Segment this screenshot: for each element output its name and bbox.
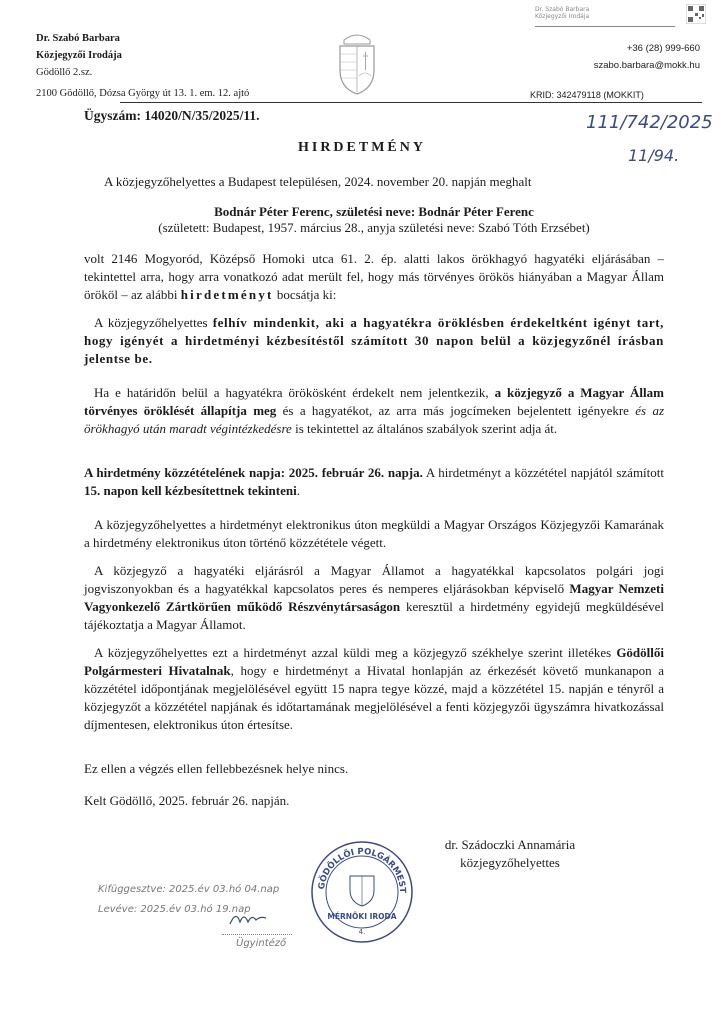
clerk-label: Ügyintéző (236, 938, 287, 949)
handwritten-ref-1: 111/742/2025 (586, 112, 713, 133)
coat-of-arms-icon (330, 30, 384, 96)
case-number: Ügyszám: 14020/N/35/2025/11. (84, 108, 260, 123)
p4-text-d: . (296, 483, 300, 498)
office-phone: +36 (28) 999-660 (626, 43, 700, 54)
p3-text-b: a közjegyző a Magyar Állam törvényes öröklését állapítja meg (84, 385, 664, 418)
clerk-signature-line (222, 934, 292, 935)
signatory-name: dr. Szádoczki Annamária (444, 837, 576, 852)
p4-text-c: 15. napon kell kézbesítettnek tekinteni (84, 483, 297, 498)
p3-text-d: és az örökhagyó után maradt végintézkedésre (84, 403, 665, 436)
p3-text-e: is tekintettel az általános szabályok szerint adja át. (291, 421, 558, 436)
top-right-stamp-box (535, 2, 675, 27)
paragraph-1 (84, 250, 664, 304)
p1-keyword: hirdetményt (180, 287, 274, 302)
paragraph-8: Ez ellen a végzés ellen fellebbezésnek helye nincs. (84, 761, 349, 776)
paragraph-4 (84, 464, 664, 500)
clerk-signature (228, 908, 268, 932)
top-right-stamp-line-2: Közjegyzői Irodája (535, 13, 590, 20)
contact-block (540, 40, 700, 74)
paragraph-6 (84, 562, 664, 634)
p3-text-c: és a hagyatékot, az arra más jogcímeken bejelentett igényekre (276, 403, 636, 418)
office-address: 2100 Gödöllő, Dózsa György út 13. 1. em. 12. ajtó (36, 88, 250, 99)
p1-text-a: volt 2146 Mogyoród, Középső Homoki utca 61. 2. ép. alatti lakos örökhagyó hagyatéki eljárásában – tekintettel arra, hogy arra vonatkozó adat merült fel, hogy más törvényes örökös hiányában a Magyar Állam örököl – az alábbi (84, 251, 664, 302)
handwritten-ref-2: 11/94. (628, 146, 680, 165)
p2-text-a: A közjegyzőhelyettes (94, 315, 213, 330)
p4-text-a: A hirdetmény közzétételének napja: 2025. február 26. napja. (84, 465, 423, 480)
seal-inner-text: MÉRNÖKI IRODA (327, 912, 397, 921)
p3-text-a: Ha e határidőn belül a hagyatékra örökösként érdekelt nem jelentkezik, (94, 385, 495, 400)
p2-text-b: felhív mindenkit, aki a hagyatékra öröklésben érdekeltként igényt tart, hogy igényét a hirdetményi kézbesítéstől számított 30 napon belül a közjegyzőnél írásban jelentse be. (84, 315, 664, 366)
signature-block (410, 836, 610, 872)
posted-label: Kifüggesztve: 2025.év 03.hó 04.nap (98, 884, 280, 895)
p7-text-c: , hogy e hirdetményt a Hivatal honlapján az érkezését követő munkanapon a közzététel időpontjának megjelölésével együtt 15 napra tegye közzé, majd a közzététel 15. napján e tényről a közjegyzőt a közzététel napjának és időtartamának megjelölésével a fenti közjegyzői ügyszámra hivatkozással díjmentesen, elektronikus úton értesítse. (84, 663, 664, 732)
deceased-birth: (született: Budapest, 1957. március 28., anyja születési neve: Szabó Tóth Erzsébet) (158, 220, 590, 235)
paragraph-5: A közjegyzőhelyettes a hirdetményt elektronikus úton megküldi a Magyar Országos Közjegyzői Kamarának a hirdetmény elektronikus úton történő közzététele végett. (84, 517, 664, 550)
p7-text-a: A közjegyzőhelyettes ezt a hirdetményt azzal küldi meg a közjegyző székhelye szerint illetékes (94, 645, 617, 660)
deceased-name: Bodnár Péter Ferenc, születési neve: Bodnár Péter Ferenc (214, 204, 534, 219)
p6-text-c: keresztül a hirdetmény egyidejű megküldésével tájékoztatja a Magyar Államot. (84, 599, 664, 632)
paragraph-9: Kelt Gödöllő, 2025. február 26. napján. (84, 793, 290, 808)
office-header (36, 30, 249, 102)
office-short: Gödöllő 2.sz. (36, 67, 93, 78)
p4-text-b: A hirdetményt a közzététel napjától számított (422, 465, 664, 480)
seal-outer-text: GÖDÖLLŐI POLGÁRMEST (316, 846, 408, 894)
signatory-role: közjegyzőhelyettes (460, 855, 560, 870)
page-title: HIRDETMÉNY (297, 140, 426, 155)
office-email: szabo.barbara@mokk.hu (593, 60, 700, 71)
p1-text-c: bocsátja ki: (273, 287, 337, 302)
qr-code-icon (686, 4, 706, 24)
krid-line (120, 102, 702, 103)
p6-text-b: Magyar Nemzeti Vagyonkezelő Zártkörűen működő Részvénytársaságon (84, 581, 664, 614)
top-right-stamp-line-1: Dr. Szabó Barbara (535, 6, 590, 13)
paragraph-7 (84, 644, 664, 734)
paragraph-3 (84, 384, 664, 438)
p7-text-b: Gödöllői Polgármesteri Hivatalnak (84, 645, 664, 678)
office-title: Közjegyzői Irodája (36, 50, 122, 61)
intro-text: A közjegyzőhelyettes a Budapest településen, 2024. november 20. napján meghalt (104, 174, 532, 189)
removed-label: Levéve: 2025.év 03.hó 19.nap (98, 904, 251, 915)
paragraph-2 (84, 314, 664, 368)
office-name: Dr. Szabó Barbara (36, 33, 120, 44)
seal-number: 4. (358, 928, 366, 936)
p6-text-a: A közjegyző a hagyatéki eljárásról a Magyar Államot a hagyatékkal kapcsolatos polgári jogi jogviszonyokban és a hagyatékkal kapcsolatos peres és nemperes eljárásokban képviselő (84, 563, 664, 596)
krid: KRID: 342479118 (MOKKIT) (530, 90, 644, 100)
